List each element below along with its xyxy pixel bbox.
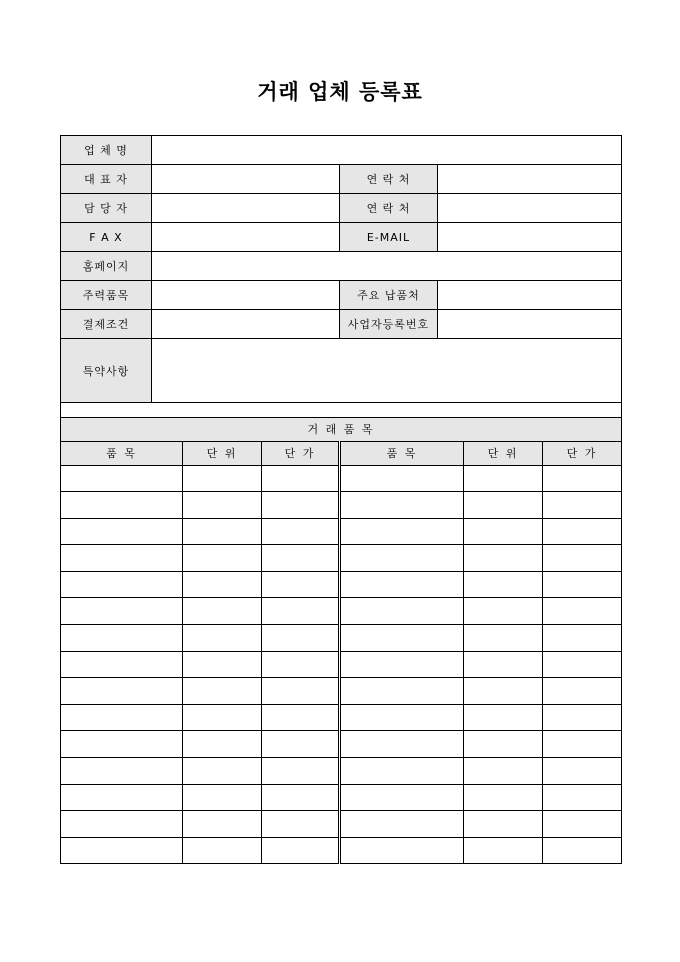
unit-cell[interactable] bbox=[183, 465, 262, 492]
table-row bbox=[61, 678, 622, 705]
price-cell[interactable] bbox=[262, 545, 340, 572]
price-cell[interactable] bbox=[262, 651, 340, 678]
email-label: E-MAIL bbox=[340, 223, 438, 252]
page-title: 거래 업체 등록표 bbox=[257, 79, 423, 104]
item-cell[interactable] bbox=[340, 465, 464, 492]
table-row bbox=[61, 651, 622, 678]
representative-contact-label: 연 락 처 bbox=[340, 165, 438, 194]
price-cell[interactable] bbox=[543, 758, 622, 785]
unit-cell[interactable] bbox=[183, 545, 262, 572]
item-cell[interactable] bbox=[61, 571, 183, 598]
company-name-field[interactable] bbox=[152, 136, 622, 165]
table-row bbox=[61, 837, 622, 864]
item-cell[interactable] bbox=[61, 492, 183, 519]
price-cell[interactable] bbox=[262, 811, 340, 838]
item-cell[interactable] bbox=[340, 704, 464, 731]
item-cell[interactable] bbox=[340, 545, 464, 572]
main-customers-field[interactable] bbox=[438, 281, 622, 310]
company-info-table bbox=[60, 135, 622, 403]
item-cell[interactable] bbox=[340, 731, 464, 758]
section-spacer bbox=[61, 402, 622, 417]
col-unit-right: 단 위 bbox=[464, 441, 543, 465]
item-cell[interactable] bbox=[340, 598, 464, 625]
price-cell[interactable] bbox=[543, 731, 622, 758]
table-row bbox=[61, 545, 622, 572]
unit-cell[interactable] bbox=[183, 651, 262, 678]
item-cell[interactable] bbox=[61, 704, 183, 731]
col-item-right: 품 목 bbox=[340, 441, 464, 465]
table-row bbox=[61, 571, 622, 598]
unit-cell[interactable] bbox=[464, 465, 543, 492]
price-cell[interactable] bbox=[262, 784, 340, 811]
unit-cell[interactable] bbox=[464, 545, 543, 572]
unit-cell[interactable] bbox=[464, 625, 543, 652]
unit-cell[interactable] bbox=[464, 811, 543, 838]
company-name-label: 업 체 명 bbox=[61, 136, 152, 165]
price-cell[interactable] bbox=[543, 465, 622, 492]
table-row bbox=[61, 704, 622, 731]
representative-field[interactable] bbox=[152, 165, 340, 194]
table-row bbox=[61, 784, 622, 811]
item-cell[interactable] bbox=[61, 678, 183, 705]
price-cell[interactable] bbox=[543, 704, 622, 731]
item-cell[interactable] bbox=[340, 758, 464, 785]
price-cell[interactable] bbox=[262, 465, 340, 492]
price-cell[interactable] bbox=[262, 571, 340, 598]
business-reg-no-label: 사업자등록번호 bbox=[340, 310, 438, 339]
price-cell[interactable] bbox=[262, 731, 340, 758]
table-row bbox=[61, 758, 622, 785]
unit-cell[interactable] bbox=[183, 704, 262, 731]
price-cell[interactable] bbox=[262, 704, 340, 731]
unit-cell[interactable] bbox=[464, 837, 543, 864]
unit-cell[interactable] bbox=[464, 678, 543, 705]
item-cell[interactable] bbox=[340, 571, 464, 598]
price-cell[interactable] bbox=[543, 625, 622, 652]
homepage-field[interactable] bbox=[152, 252, 622, 281]
manager-field[interactable] bbox=[152, 194, 340, 223]
price-cell[interactable] bbox=[262, 678, 340, 705]
price-cell[interactable] bbox=[543, 598, 622, 625]
item-cell[interactable] bbox=[340, 811, 464, 838]
unit-cell[interactable] bbox=[183, 518, 262, 545]
main-customers-label: 주요 납품처 bbox=[340, 281, 438, 310]
price-cell[interactable] bbox=[543, 518, 622, 545]
item-cell[interactable] bbox=[340, 492, 464, 519]
homepage-label: 홈페이지 bbox=[61, 252, 152, 281]
item-cell[interactable] bbox=[61, 465, 183, 492]
item-cell[interactable] bbox=[61, 811, 183, 838]
col-price-right: 단 가 bbox=[543, 441, 622, 465]
table-row bbox=[61, 731, 622, 758]
price-cell[interactable] bbox=[543, 678, 622, 705]
fax-label: F A X bbox=[61, 223, 152, 252]
item-cell[interactable] bbox=[340, 651, 464, 678]
unit-cell[interactable] bbox=[464, 704, 543, 731]
unit-cell[interactable] bbox=[183, 492, 262, 519]
unit-cell[interactable] bbox=[183, 837, 262, 864]
manager-contact-field[interactable] bbox=[438, 194, 622, 223]
fax-field[interactable] bbox=[152, 223, 340, 252]
price-cell[interactable] bbox=[262, 625, 340, 652]
price-cell[interactable] bbox=[543, 571, 622, 598]
item-cell[interactable] bbox=[340, 784, 464, 811]
unit-cell[interactable] bbox=[183, 811, 262, 838]
unit-cell[interactable] bbox=[464, 784, 543, 811]
payment-terms-field[interactable] bbox=[152, 310, 340, 339]
business-reg-no-field[interactable] bbox=[438, 310, 622, 339]
unit-cell[interactable] bbox=[464, 731, 543, 758]
price-cell[interactable] bbox=[262, 837, 340, 864]
item-rows bbox=[61, 465, 622, 864]
item-cell[interactable] bbox=[61, 518, 183, 545]
item-cell[interactable] bbox=[61, 784, 183, 811]
table-row bbox=[61, 492, 622, 519]
unit-cell[interactable] bbox=[183, 678, 262, 705]
unit-cell[interactable] bbox=[183, 784, 262, 811]
price-cell[interactable] bbox=[262, 518, 340, 545]
manager-label: 담 당 자 bbox=[61, 194, 152, 223]
item-cell[interactable] bbox=[61, 758, 183, 785]
price-cell[interactable] bbox=[543, 837, 622, 864]
item-cell[interactable] bbox=[61, 837, 183, 864]
price-cell[interactable] bbox=[262, 492, 340, 519]
trade-items-table bbox=[60, 402, 622, 864]
item-cell[interactable] bbox=[61, 545, 183, 572]
price-cell[interactable] bbox=[262, 758, 340, 785]
col-unit-left: 단 위 bbox=[183, 441, 262, 465]
special-terms-field[interactable] bbox=[152, 339, 622, 403]
item-cell[interactable] bbox=[61, 625, 183, 652]
table-row bbox=[61, 625, 622, 652]
price-cell[interactable] bbox=[543, 545, 622, 572]
unit-cell[interactable] bbox=[464, 651, 543, 678]
manager-contact-label: 연 락 처 bbox=[340, 194, 438, 223]
price-cell[interactable] bbox=[543, 651, 622, 678]
item-cell[interactable] bbox=[340, 837, 464, 864]
unit-cell[interactable] bbox=[464, 518, 543, 545]
table-row bbox=[61, 811, 622, 838]
main-products-label: 주력품목 bbox=[61, 281, 152, 310]
item-cell[interactable] bbox=[340, 678, 464, 705]
price-cell[interactable] bbox=[262, 598, 340, 625]
special-terms-label: 특약사항 bbox=[61, 339, 152, 403]
unit-cell[interactable] bbox=[183, 731, 262, 758]
email-field[interactable] bbox=[438, 223, 622, 252]
trade-items-header: 거 래 품 목 bbox=[61, 417, 622, 441]
unit-cell[interactable] bbox=[464, 571, 543, 598]
price-cell[interactable] bbox=[543, 492, 622, 519]
unit-cell[interactable] bbox=[183, 758, 262, 785]
item-cell[interactable] bbox=[340, 625, 464, 652]
price-cell[interactable] bbox=[543, 811, 622, 838]
unit-cell[interactable] bbox=[464, 598, 543, 625]
column-header-row bbox=[61, 441, 622, 465]
price-cell[interactable] bbox=[543, 784, 622, 811]
unit-cell[interactable] bbox=[183, 598, 262, 625]
unit-cell[interactable] bbox=[183, 625, 262, 652]
representative-label: 대 표 자 bbox=[61, 165, 152, 194]
item-cell[interactable] bbox=[340, 518, 464, 545]
unit-cell[interactable] bbox=[183, 571, 262, 598]
table-row bbox=[61, 465, 622, 492]
col-item-left: 품 목 bbox=[61, 441, 183, 465]
main-products-field[interactable] bbox=[152, 281, 340, 310]
table-row bbox=[61, 518, 622, 545]
item-cell[interactable] bbox=[61, 598, 183, 625]
representative-contact-field[interactable] bbox=[438, 165, 622, 194]
item-cell[interactable] bbox=[61, 731, 183, 758]
col-price-left: 단 가 bbox=[262, 441, 340, 465]
unit-cell[interactable] bbox=[464, 492, 543, 519]
payment-terms-label: 결제조건 bbox=[61, 310, 152, 339]
unit-cell[interactable] bbox=[464, 758, 543, 785]
item-cell[interactable] bbox=[61, 651, 183, 678]
table-row bbox=[61, 598, 622, 625]
